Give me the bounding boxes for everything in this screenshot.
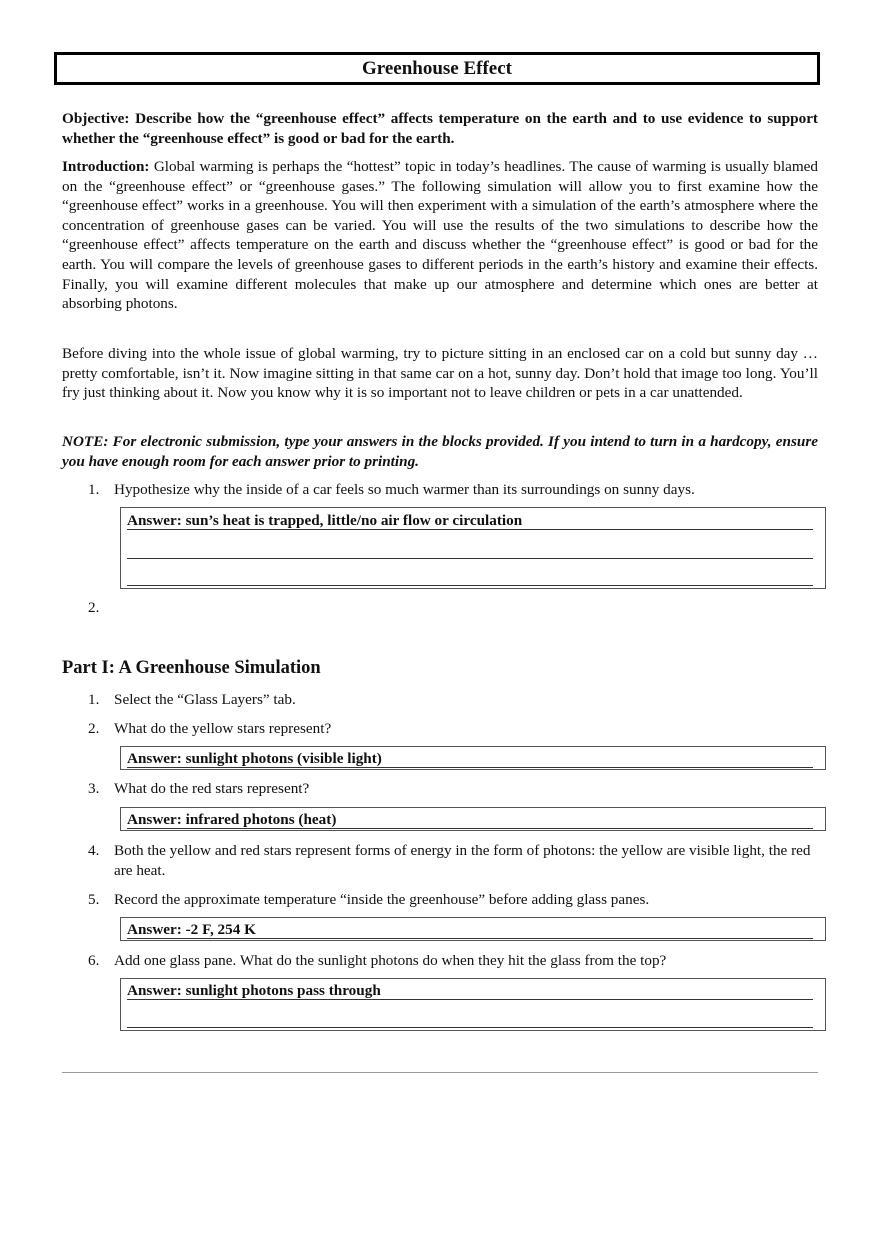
item-text: What do the yellow stars represent? — [114, 720, 332, 737]
item-number: 6. — [88, 952, 100, 969]
answer-text: Answer: sunlight photons pass through — [127, 982, 381, 999]
answer-line — [127, 529, 813, 530]
introduction-text: Global warming is perhaps the “hottest” topic in today’s headlines. The cause of warming is usually blamed on the “greenhouse effect” or “greenhouse gases.” The following simulation will allow you to first examine how the “greenhouse effect” works in a greenhouse. You will then experiment with a simulation of the earth’s atmosphere where the concentration of greenhouse gases can be varied. You will use the results of the two simulations to describe how the “greenhouse effect” affects temperature on the earth and discuss whether the “greenhouse effect” is good or bad for the earth. You will compare the levels of greenhouse gases to different periods in the earth’s history and examine their effects. Finally, you will examine different molecules that make up our atmosphere and determine which ones are better at absorbing photons. — [62, 158, 818, 313]
answer-text: Answer: -2 F, 254 K — [127, 921, 256, 938]
answer-box-part1-6[interactable] — [120, 978, 826, 1031]
answer-line — [127, 558, 813, 559]
item-text: Record the approximate temperature “inside the greenhouse” before adding glass panes. — [114, 891, 650, 908]
answer-line — [127, 999, 813, 1000]
footer-divider — [62, 1072, 818, 1073]
answer-line — [127, 585, 813, 586]
answer-box-part1-2[interactable] — [120, 746, 826, 770]
item-text: Select the “Glass Layers” tab. — [114, 691, 296, 708]
car-paragraph: Before diving into the whole issue of global warming, try to picture sitting in an enclosed car on a cold but sunny day … pretty comfortable, isn’t it. Now imagine sitting in that same car on a hot, sunny day. Don’t hold that image too long. You’ll fry just thinking about it. Now you know why it is so important not to leave children or pets in a car unattended. — [62, 345, 818, 402]
answer-line — [127, 828, 813, 829]
answer-line — [127, 1027, 813, 1028]
question-number: 1. — [88, 481, 100, 498]
note-paragraph: NOTE: For electronic submission, type your answers in the blocks provided. If you intend to turn in a hardcopy, ensure you have enough room for each answer prior to printing. — [62, 433, 818, 470]
answer-text: Answer: infrared photons (heat) — [127, 811, 337, 828]
item-number: 5. — [88, 891, 100, 908]
item-number: 2. — [88, 720, 100, 737]
objective-paragraph: Objective: Describe how the “greenhouse effect” affects temperature on the earth and to use evidence to support whether the “greenhouse effect” is good or bad for the earth. — [62, 110, 818, 147]
title-box — [54, 52, 820, 85]
item-text: What do the red stars represent? — [114, 780, 310, 797]
introduction-paragraph — [62, 157, 818, 314]
item-text: Both the yellow and red stars represent forms of energy in the form of photons: the yellow are visible light, the red are heat. — [114, 842, 811, 879]
answer-box-part1-3[interactable] — [120, 807, 826, 831]
item-text: Add one glass pane. What do the sunlight photons do when they hit the glass from the top? — [114, 952, 667, 969]
question-number: 2. — [88, 599, 100, 616]
answer-box-intro-1[interactable] — [120, 507, 826, 589]
item-number: 1. — [88, 691, 100, 708]
item-number: 3. — [88, 780, 100, 797]
answer-line — [127, 767, 813, 768]
introduction-label: Introduction: — [62, 158, 150, 175]
item-number: 4. — [88, 842, 100, 859]
part1-title: Part I: A Greenhouse Simulation — [62, 658, 321, 678]
answer-text: Answer: sun’s heat is trapped, little/no air flow or circulation — [127, 512, 523, 529]
answer-box-part1-5[interactable] — [120, 917, 826, 941]
answer-text: Answer: sunlight photons (visible light) — [127, 750, 382, 767]
question-text: Hypothesize why the inside of a car feels so much warmer than its surroundings on sunny days. — [114, 481, 695, 498]
answer-line — [127, 938, 813, 939]
page-title: Greenhouse Effect — [361, 58, 513, 79]
